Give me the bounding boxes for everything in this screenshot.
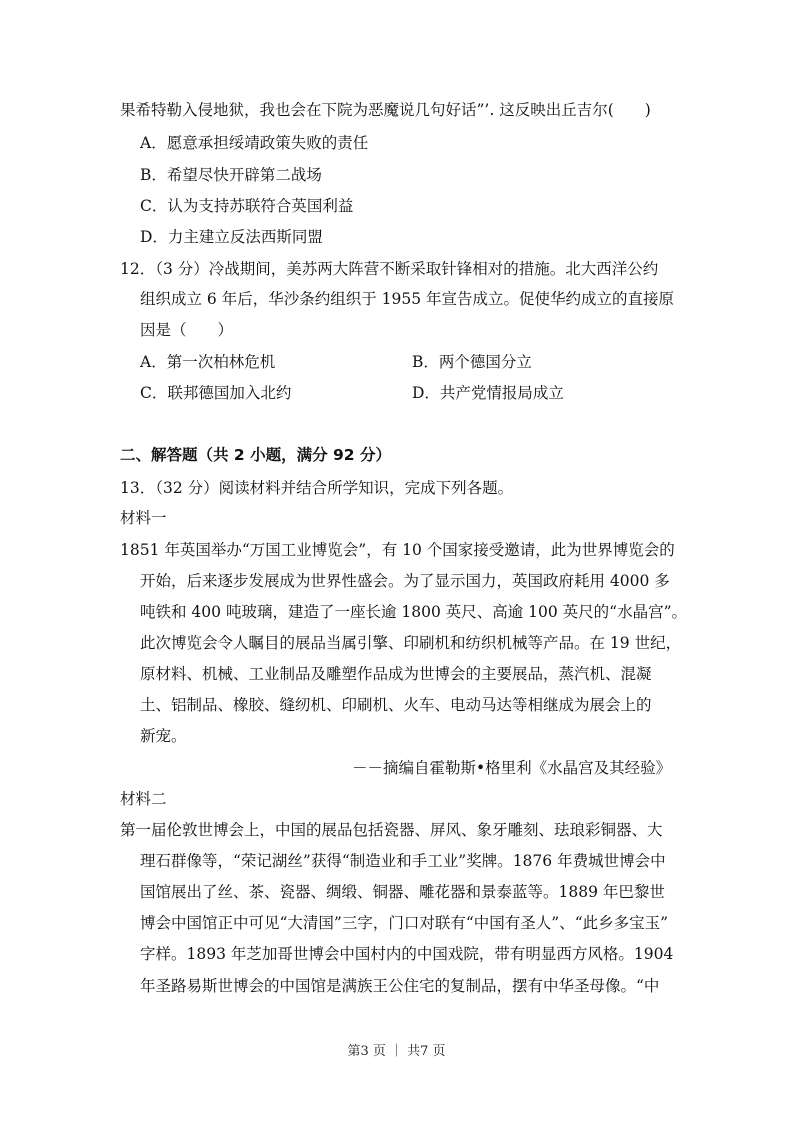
page-footer: 第3 页 ｜ 共7 页 bbox=[347, 1044, 446, 1059]
q11-option-a: A．愿意承担绥靖政策失败的责任 bbox=[140, 134, 369, 152]
material-two-line3: 国馆展出了丝、茶、瓷器、绸缎、铜器、雕花器和景泰蓝等。1889 年巴黎世 bbox=[140, 883, 665, 901]
material-one-line5: 原材料、机械、工业制品及雕塑作品成为世博会的主要展品，蒸汽机、混凝 bbox=[140, 665, 652, 683]
q12-option-d: D．共产党情报局成立 bbox=[412, 384, 564, 402]
material-one-line7: 新宠。 bbox=[140, 727, 187, 745]
q12-option-a: A．第一次柏林危机 bbox=[140, 353, 276, 371]
q11-option-b: B．希望尽快开辟第二战场 bbox=[140, 166, 322, 184]
q12-option-c: C．联邦德国加入北约 bbox=[140, 384, 292, 402]
q12-option-b: B．两个德国分立 bbox=[412, 353, 532, 371]
section-heading: 二、解答题（共 2 小题，满分 92 分） bbox=[120, 446, 391, 464]
material-two-label: 材料二 bbox=[120, 790, 167, 808]
q13-stem: 13．（32 分）阅读材料并结合所学知识，完成下列各题。 bbox=[120, 479, 514, 497]
material-two-line2: 理石群像等，“荣记湖丝”获得“制造业和手工业”奖牌。1876 年费城世博会中 bbox=[140, 852, 666, 870]
material-one-line4: 此次博览会令人瞩目的展品当属引擎、印刷机和纺织机械等产品。在 19 世纪， bbox=[140, 634, 682, 652]
q12-stem-line3: 因是（ ） bbox=[140, 321, 234, 339]
material-two-line4: 博会中国馆正中可见“大清国”三字，门口对联有“中国有圣人”、“此乡多宝玉” bbox=[140, 914, 669, 932]
q11-stem-tail: 果希特勒入侵地狱，我也会在下院为恶魔说几句好话”’. 这反映出丘吉尔( ) bbox=[120, 101, 651, 119]
material-one-line3: 吨铁和 400 吨玻璃，建造了一座长逾 1800 英尺、高逾 100 英尺的“水晶宫”。 bbox=[140, 603, 688, 621]
material-one-line2: 开始，后来逐步发展成为世界性盛会。为了显示国力，英国政府耗用 4000 多 bbox=[140, 572, 670, 590]
material-one-source: －－摘编自霍勒斯•格里利《水晶宫及其经验》 bbox=[352, 759, 672, 777]
q12-stem-line2: 组织成立 6 年后，华沙条约组织于 1955 年宣告成立。促使华约成立的直接原 bbox=[140, 290, 675, 308]
material-two-line6: 年圣路易斯世博会的中国馆是满族王公住宅的复制品，摆有中华圣母像。“中 bbox=[140, 977, 660, 995]
material-one-label: 材料一 bbox=[120, 509, 167, 527]
q12-stem-line1: 12．（3 分）冷战期间，美苏两大阵营不断采取针锋相对的措施。北大西洋公约 bbox=[120, 260, 659, 278]
material-one-line1: 1851 年英国举办“万国工业博览会”，有 10 个国家接受邀请，此为世界博览会的 bbox=[120, 541, 675, 559]
material-one-line6: 土、铝制品、橡胶、缝纫机、印刷机、火车、电动马达等相继成为展会上的 bbox=[140, 696, 652, 714]
material-two-line5: 字样。1893 年芝加哥世博会中国村内的中国戏院，带有明显西方风格。1904 bbox=[140, 945, 674, 963]
q11-option-c: C．认为支持苏联符合英国利益 bbox=[140, 197, 354, 215]
q11-option-d: D．力主建立反法西斯同盟 bbox=[140, 228, 323, 246]
material-two-line1: 第一届伦敦世博会上，中国的展品包括瓷器、屏风、象牙雕刻、珐琅彩铜器、大 bbox=[120, 821, 663, 839]
